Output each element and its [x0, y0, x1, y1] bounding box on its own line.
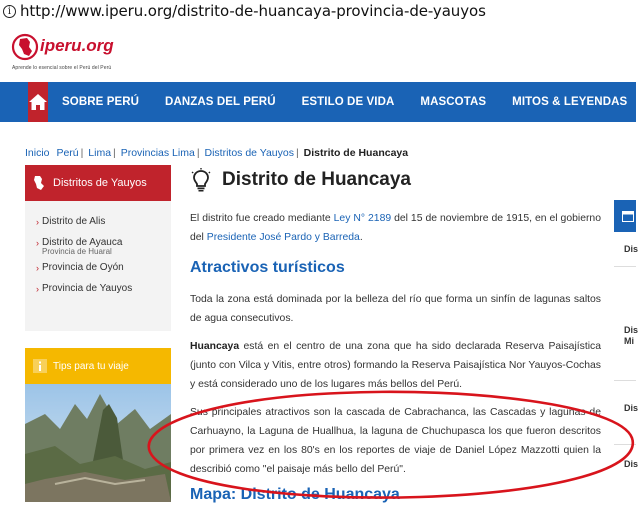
right-sidebar — [614, 200, 639, 502]
divider — [614, 380, 636, 381]
url-text: http://www.iperu.org/distrito-de-huancaya-provincia-de-yauyos — [20, 2, 486, 20]
sidebar-title: Distritos de Yauyos — [53, 177, 147, 189]
nav-sobre-peru[interactable]: SOBRE PERÚ — [62, 96, 140, 108]
divider — [614, 444, 636, 445]
chevron-right-icon: › — [36, 216, 39, 227]
breadcrumb-peru[interactable]: Perú — [56, 147, 79, 159]
peru-map-icon — [12, 32, 38, 62]
president-link[interactable]: Presidente José Pardo y Barreda — [206, 232, 360, 243]
main-nav — [0, 82, 636, 122]
right-item-4[interactable]: Dis — [624, 459, 639, 469]
peru-map-icon — [33, 175, 45, 191]
logo-tagline: Aprende lo esencial sobre el Perú del Perú — [12, 65, 112, 71]
right-item-3[interactable]: Dis — [624, 403, 639, 413]
nav-mitos-leyendas[interactable]: MITOS & LEYENDAS — [512, 96, 628, 108]
breadcrumb-distritos-yauyos[interactable]: Distritos de Yauyos — [204, 147, 294, 159]
url-bar — [0, 0, 636, 22]
divider — [614, 266, 636, 267]
paragraph-1: Toda la zona está dominada por la belleza del río que forma un sinfín de lagunas saltos de agua consecutivos. — [190, 294, 601, 324]
nav-mascotas[interactable]: MASCOTAS — [420, 96, 487, 108]
machu-picchu-image[interactable] — [25, 384, 171, 502]
sidebar-item-label: Provincia de Huaral — [42, 247, 112, 256]
breadcrumb-inicio[interactable]: Inicio — [25, 147, 50, 159]
breadcrumb-sep: | — [80, 147, 84, 159]
breadcrumb-lima[interactable]: Lima — [88, 147, 112, 159]
logo-wordmark: iperu.org — [40, 36, 114, 55]
right-item-2a[interactable]: Dis — [624, 325, 639, 335]
chevron-right-icon: › — [36, 262, 39, 273]
breadcrumb-sep: | — [196, 147, 200, 159]
sidebar-item-alis[interactable] — [25, 211, 171, 232]
chevron-right-icon: › — [36, 237, 39, 248]
sidebar-header[interactable] — [25, 165, 171, 201]
home-button[interactable] — [28, 82, 48, 122]
sidebar-item-overlap[interactable] — [25, 247, 171, 257]
paragraph-2: Huancaya está en el centro de una zona que ha sido declarada Reserva Paisajística (junto con Vilca y Vitis, entre otros) formando la Reserva Paisajística Nor Yauyos-Cochas y está considerado uno de los lugares más bellos del Perú. — [190, 341, 601, 390]
right-sidebar-header[interactable] — [614, 200, 636, 232]
breadcrumb-sep — [52, 147, 55, 159]
home-icon — [28, 93, 48, 111]
section-heading-mapa: Mapa: Distrito de Huancaya — [190, 486, 400, 503]
sidebar-list — [25, 201, 171, 331]
tips-title: Tips para tu viaje — [53, 360, 129, 372]
intro-paragraph: El distrito fue creado mediante Ley N° 2189 del 15 de noviembre de 1915, en el gobierno del Presidente José Pardo y Barreda. — [190, 213, 601, 243]
breadcrumb-sep: | — [295, 147, 299, 159]
lightbulb-icon — [190, 168, 212, 192]
breadcrumb-provincias-lima[interactable]: Provincias Lima — [120, 147, 195, 159]
section-heading-atractivos: Atractivos turísticos — [190, 259, 345, 276]
law-link[interactable]: Ley N° 2189 — [333, 213, 392, 224]
info-square-icon — [33, 359, 47, 373]
sidebar-item-label: Distrito de Ayauca — [42, 237, 123, 248]
sidebar-item-oyon[interactable] — [25, 257, 171, 278]
page-heading — [190, 168, 411, 192]
right-item-1[interactable]: Dis — [624, 244, 639, 254]
sidebar-item-label: Provincia de Yauyos — [42, 283, 133, 294]
sidebar-item-yauyos[interactable] — [25, 278, 171, 299]
breadcrumb-current: Distrito de Huancaya — [303, 147, 409, 159]
sidebar-item-label: Provincia de Oyón — [42, 262, 124, 273]
right-item-2b[interactable]: Mi — [624, 336, 634, 346]
nav-estilo-de-vida[interactable]: ESTILO DE VIDA — [301, 96, 395, 108]
bold-huancaya: Huancaya — [190, 341, 240, 352]
breadcrumb — [25, 147, 408, 159]
page-title: Distrito de Huancaya — [222, 169, 411, 190]
info-icon: i — [3, 5, 16, 18]
paragraph-3: Sus principales atractivos son la cascada de Cabrachanca, las Cascadas y lagunas de Carhuayno, la Laguna de Huallhua, la laguna de Chuchupasca los que fueron descritos por primera vez en los 80's en los reportes de viaje de Daniel López Mazzotti quien la describió como "el paisaje más bello del Perú". — [190, 407, 601, 475]
breadcrumb-sep: | — [113, 147, 116, 159]
calendar-icon — [622, 210, 634, 222]
tips-header[interactable] — [25, 348, 171, 384]
nav-danzas[interactable]: DANZAS DEL PERÚ — [165, 96, 276, 108]
chevron-right-icon: › — [36, 283, 39, 294]
sidebar-item-label: Distrito de Alis — [42, 216, 106, 227]
landscape-image — [25, 384, 171, 502]
